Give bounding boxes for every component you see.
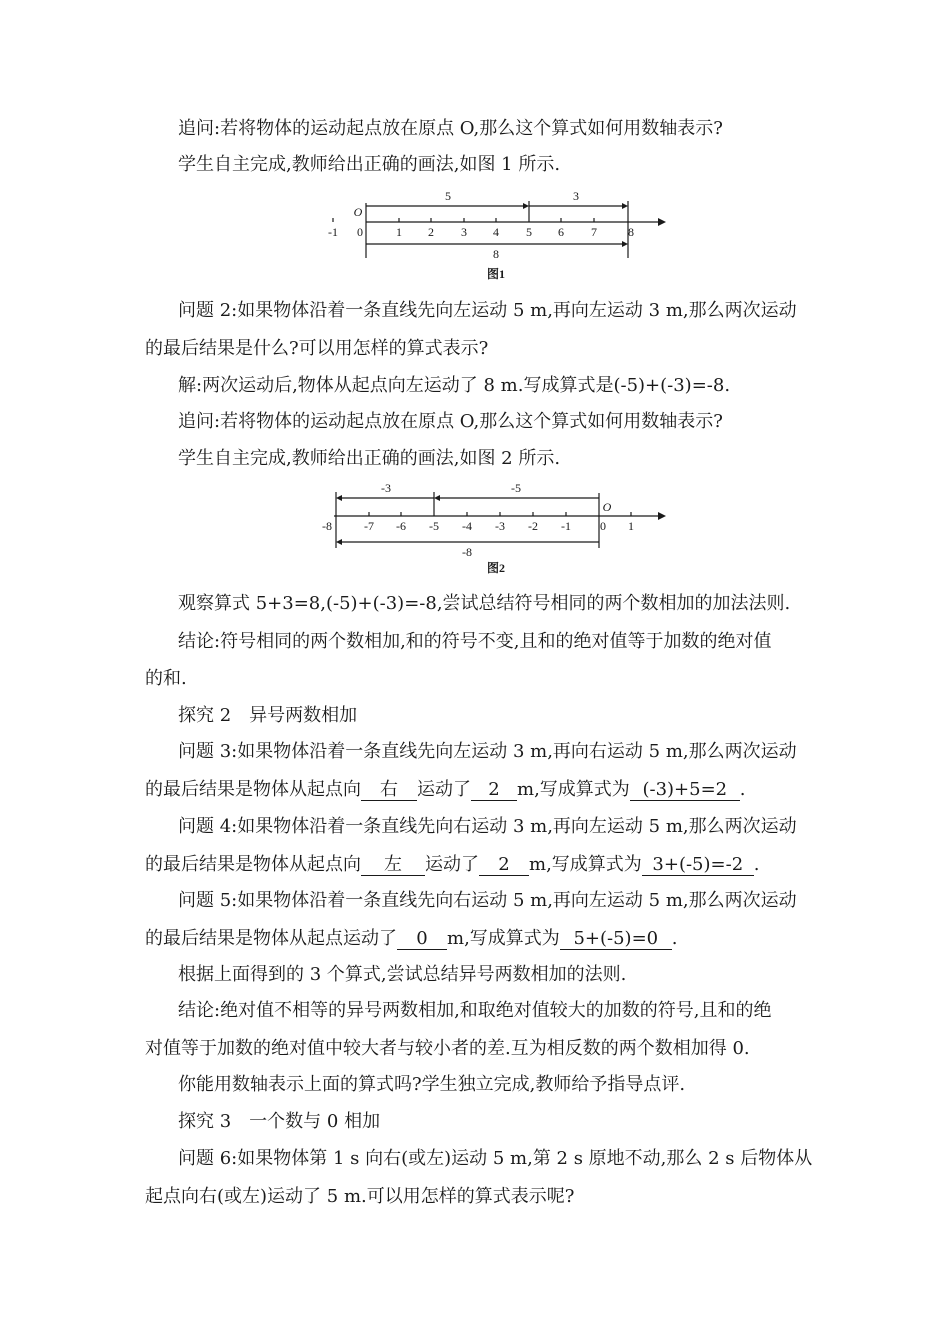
paragraph-question-4-line2 xyxy=(145,853,810,877)
fig1-caption: 图1 xyxy=(486,267,506,281)
paragraph-question-3-line1: 问题 3:如果物体沿着一条直线先向左运动 3 m,再向右运动 5 m,那么两次运动 xyxy=(178,741,797,762)
answer-blank-direction: 左 xyxy=(361,855,425,876)
figure-1-number-line xyxy=(318,186,670,286)
paragraph-question-5-line2 xyxy=(145,927,810,951)
paragraph-student-2: 学生自主完成,教师给出正确的画法,如图 2 所示. xyxy=(178,448,561,469)
fig2-tick-label: 0 xyxy=(600,519,606,533)
paragraph-observe: 观察算式 5+3=8,(-5)+(-3)=-8,尝试总结符号相同的两个数相加的加法法则. xyxy=(178,593,791,614)
paragraph-solution: 解:两次运动后,物体从起点向左运动了 8 m.写成算式是(-5)+(-3)=-8. xyxy=(178,375,731,396)
fig1-tick-label: 5 xyxy=(526,225,532,239)
answer-blank-distance: 2 xyxy=(471,780,517,801)
paragraph-summarize: 根据上面得到的 3 个算式,尝试总结异号两数相加的法则. xyxy=(178,964,627,985)
paragraph-question-5-line1: 问题 5:如果物体沿着一条直线先向右运动 5 m,再向左运动 5 m,那么两次运动 xyxy=(178,890,797,911)
question-3-text: m,写成算式为 xyxy=(517,779,630,800)
fig2-tick-label: -1 xyxy=(561,519,571,533)
fig2-tick-label: 1 xyxy=(628,519,634,533)
paragraph-question-2-line2: 的最后结果是什么?可以用怎样的算式表示? xyxy=(145,338,489,359)
paragraph-question-6-line2: 起点向右(或左)运动了 5 m.可以用怎样的算式表示呢? xyxy=(145,1186,575,1207)
question-4-text: 的最后结果是物体从起点向 xyxy=(145,854,361,875)
fig1-tick-label: 0 xyxy=(357,225,363,239)
question-3-text: 运动了 xyxy=(417,779,471,800)
fig2-tick-label: -5 xyxy=(429,519,439,533)
fig2-tick-label: -3 xyxy=(495,519,505,533)
answer-blank-distance: 2 xyxy=(479,855,529,876)
question-3-text: . xyxy=(739,779,746,800)
paragraph-followup-1: 追问:若将物体的运动起点放在原点 O,那么这个算式如何用数轴表示? xyxy=(178,118,723,139)
fig2-tick-label: -4 xyxy=(462,519,472,533)
fig1-tick-label: 1 xyxy=(396,225,402,239)
fig2-tick-label: -6 xyxy=(396,519,406,533)
answer-blank-distance: 0 xyxy=(397,929,447,950)
section-heading-explore-2: 探究 2 异号两数相加 xyxy=(178,705,358,726)
paragraph-conclusion-1-line1: 结论:符号相同的两个数相加,和的符号不变,且和的绝对值等于加数的绝对值 xyxy=(178,631,772,652)
section-heading-explore-3: 探究 3 一个数与 0 相加 xyxy=(178,1111,381,1132)
fig1-tick-label: 7 xyxy=(591,225,597,239)
fig1-tick-label: 4 xyxy=(493,225,499,239)
answer-blank-direction: 右 xyxy=(361,780,417,801)
paragraph-question-4-line1: 问题 4:如果物体沿着一条直线先向右运动 3 m,再向左运动 5 m,那么两次运动 xyxy=(178,816,797,837)
fig1-tick-label: 2 xyxy=(428,225,434,239)
answer-blank-expression: 3+(-5)=-2 xyxy=(642,855,754,876)
question-4-text: 运动了 xyxy=(425,854,479,875)
paragraph-question-3-line2 xyxy=(145,778,810,802)
answer-blank-expression: 5+(-5)=0 xyxy=(560,929,672,950)
fig2-tick-label: -2 xyxy=(528,519,538,533)
paragraph-conclusion-2-line2: 对值等于加数的绝对值中较大者与较小者的差.互为相反数的两个数相加得 0. xyxy=(145,1038,750,1059)
fig2-arrow-label-minus8: -8 xyxy=(462,545,472,559)
fig2-arrow-label-minus3: -3 xyxy=(381,481,391,495)
fig2-tick-label: -7 xyxy=(364,519,374,533)
paragraph-student-1: 学生自主完成,教师给出正确的画法,如图 1 所示. xyxy=(178,154,561,175)
fig2-caption: 图2 xyxy=(486,561,506,575)
answer-blank-expression: (-3)+5=2 xyxy=(630,780,740,801)
figure-2-number-line xyxy=(312,476,672,578)
paragraph-question-2-line1: 问题 2:如果物体沿着一条直线先向左运动 5 m,再向左运动 3 m,那么两次运动 xyxy=(178,300,797,321)
paragraph-number-line-prompt: 你能用数轴表示上面的算式吗?学生独立完成,教师给予指导点评. xyxy=(178,1074,686,1095)
question-5-text: m,写成算式为 xyxy=(447,928,560,949)
fig1-tick-label: 8 xyxy=(628,225,634,239)
fig2-origin-label: O xyxy=(602,500,612,514)
fig1-arrow-label-5: 5 xyxy=(445,189,451,203)
fig2-tick-label: -8 xyxy=(322,519,332,533)
question-4-text: m,写成算式为 xyxy=(529,854,642,875)
fig1-arrow-label-3: 3 xyxy=(573,189,579,203)
paragraph-conclusion-2-line1: 结论:绝对值不相等的异号两数相加,和取绝对值较大的加数的符号,且和的绝 xyxy=(178,1000,772,1021)
question-4-text: . xyxy=(753,854,760,875)
fig2-arrow-label-minus5: -5 xyxy=(511,481,521,495)
fig1-origin-label: O xyxy=(353,205,363,219)
question-5-text: . xyxy=(671,928,678,949)
question-3-text: 的最后结果是物体从起点向 xyxy=(145,779,361,800)
fig1-tick-label: 6 xyxy=(558,225,564,239)
paragraph-followup-2: 追问:若将物体的运动起点放在原点 O,那么这个算式如何用数轴表示? xyxy=(178,411,723,432)
fig1-arrow-label-8: 8 xyxy=(493,247,499,261)
paragraph-conclusion-1-line2: 的和. xyxy=(145,668,187,689)
paragraph-question-6-line1: 问题 6:如果物体第 1 s 向右(或左)运动 5 m,第 2 s 原地不动,那么 2 s 后物体从 xyxy=(178,1148,813,1169)
question-5-text: 的最后结果是物体从起点运动了 xyxy=(145,928,397,949)
fig1-tick-label: -1 xyxy=(328,225,338,239)
fig1-tick-label: 3 xyxy=(461,225,467,239)
